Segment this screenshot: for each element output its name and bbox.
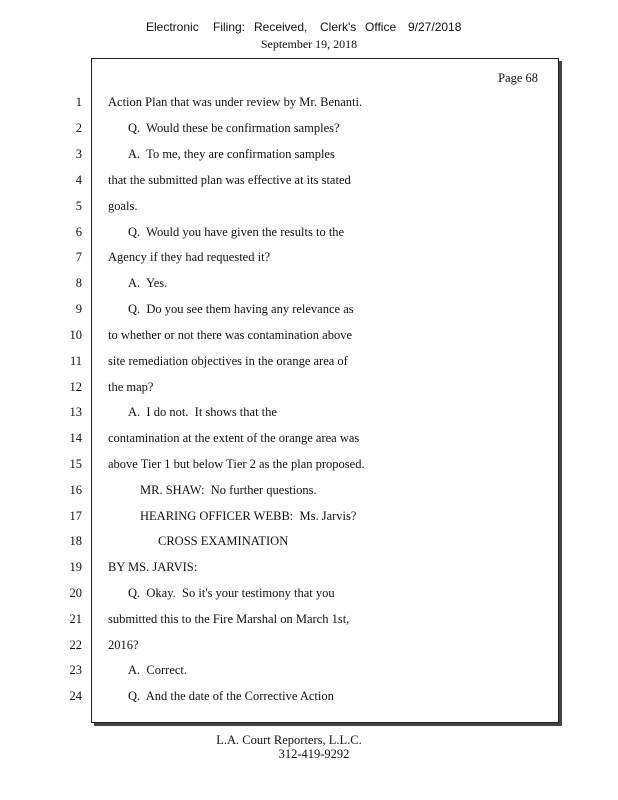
line-number: 8 bbox=[75, 276, 82, 290]
line-number: 23 bbox=[69, 663, 82, 677]
transcript-line bbox=[0, 455, 618, 473]
line-text: Action Plan that was under review by Mr. Benanti. bbox=[108, 95, 363, 109]
transcript-line bbox=[0, 507, 618, 525]
transcript-line bbox=[0, 171, 618, 189]
stamp-received: Received, bbox=[254, 20, 308, 34]
line-number: 11 bbox=[69, 354, 82, 368]
transcript-line bbox=[0, 248, 618, 266]
transcript-line bbox=[0, 610, 618, 628]
transcript-line bbox=[0, 558, 618, 576]
transcript-line bbox=[0, 223, 618, 241]
stamp-filed-date: 9/27/2018 bbox=[408, 20, 462, 34]
transcript-line bbox=[0, 145, 618, 163]
stamp-clerks: Clerk's bbox=[320, 20, 357, 34]
line-number: 4 bbox=[75, 173, 82, 187]
line-number: 10 bbox=[69, 328, 82, 342]
line-number: 9 bbox=[75, 302, 82, 316]
transcript-line bbox=[0, 687, 618, 705]
line-text: submitted this to the Fire Marshal on March 1st, bbox=[108, 612, 350, 626]
header-date: September 19, 2018 bbox=[260, 37, 358, 51]
stamp-filing: Filing: bbox=[213, 20, 246, 34]
transcript-line bbox=[0, 584, 618, 602]
line-text: site remediation objectives in the orange area of bbox=[108, 354, 348, 368]
stamp-office: Office bbox=[365, 20, 397, 34]
stamp-electronic: Electronic bbox=[146, 20, 199, 34]
line-text: A. I do not. It shows that the bbox=[128, 405, 277, 419]
transcript-line bbox=[0, 636, 618, 654]
line-text: BY MS. JARVIS: bbox=[108, 560, 198, 574]
line-text: Q. Would these be confirmation samples? bbox=[128, 121, 340, 135]
line-text: to whether or not there was contamination above bbox=[108, 328, 353, 342]
line-text: Q. Okay. So it's your testimony that you bbox=[128, 586, 335, 600]
transcript-line bbox=[0, 119, 618, 137]
line-number: 16 bbox=[69, 483, 82, 497]
page-number: Page 68 bbox=[498, 71, 538, 85]
line-number: 24 bbox=[69, 689, 82, 703]
line-text: contamination at the extent of the orange area was bbox=[108, 431, 360, 445]
line-text: above Tier 1 but below Tier 2 as the plan proposed. bbox=[108, 457, 365, 471]
line-text: Agency if they had requested it? bbox=[108, 250, 271, 264]
transcript-line bbox=[0, 661, 618, 679]
line-number: 6 bbox=[75, 225, 82, 239]
transcript-line bbox=[0, 378, 618, 396]
line-text: Q. And the date of the Corrective Action bbox=[128, 689, 334, 703]
line-text: goals. bbox=[108, 199, 138, 213]
line-number: 21 bbox=[69, 612, 82, 626]
line-text: that the submitted plan was effective at its stated bbox=[108, 173, 351, 187]
line-number: 22 bbox=[69, 638, 82, 652]
line-text: the map? bbox=[108, 380, 154, 394]
transcript-line bbox=[0, 403, 618, 421]
line-number: 18 bbox=[69, 534, 82, 548]
transcript-line bbox=[0, 429, 618, 447]
line-text: 2016? bbox=[108, 638, 139, 652]
footer-phone: 312-419-9292 bbox=[278, 747, 350, 761]
transcript-line bbox=[0, 300, 618, 318]
transcript-line bbox=[0, 352, 618, 370]
line-number: 5 bbox=[75, 199, 82, 213]
line-number: 17 bbox=[69, 509, 82, 523]
line-number: 19 bbox=[69, 560, 82, 574]
line-number: 7 bbox=[75, 250, 82, 264]
transcript-line bbox=[0, 481, 618, 499]
line-text: A. Correct. bbox=[128, 663, 188, 677]
line-number: 3 bbox=[75, 147, 82, 161]
line-text: Q. Would you have given the results to the bbox=[128, 225, 345, 239]
line-text: HEARING OFFICER WEBB: Ms. Jarvis? bbox=[140, 509, 357, 523]
line-text: MR. SHAW: No further questions. bbox=[140, 483, 317, 497]
line-number: 2 bbox=[75, 121, 82, 135]
line-number: 15 bbox=[69, 457, 82, 471]
line-text: A. To me, they are confirmation samples bbox=[128, 147, 335, 161]
transcript-line bbox=[0, 274, 618, 292]
footer-company: L.A. Court Reporters, L.L.C. bbox=[216, 733, 362, 747]
line-number: 14 bbox=[69, 431, 82, 445]
transcript-line bbox=[0, 326, 618, 344]
line-text: CROSS EXAMINATION bbox=[158, 534, 289, 548]
transcript-line bbox=[0, 197, 618, 215]
line-text: Q. Do you see them having any relevance as bbox=[128, 302, 354, 316]
electronic-filing-stamp bbox=[146, 20, 466, 36]
line-number: 12 bbox=[69, 380, 82, 394]
transcript-line bbox=[0, 93, 618, 111]
transcript-line bbox=[0, 532, 618, 550]
line-number: 20 bbox=[69, 586, 82, 600]
line-number: 1 bbox=[75, 95, 82, 109]
line-text: A. Yes. bbox=[128, 276, 168, 290]
line-number: 13 bbox=[69, 405, 82, 419]
